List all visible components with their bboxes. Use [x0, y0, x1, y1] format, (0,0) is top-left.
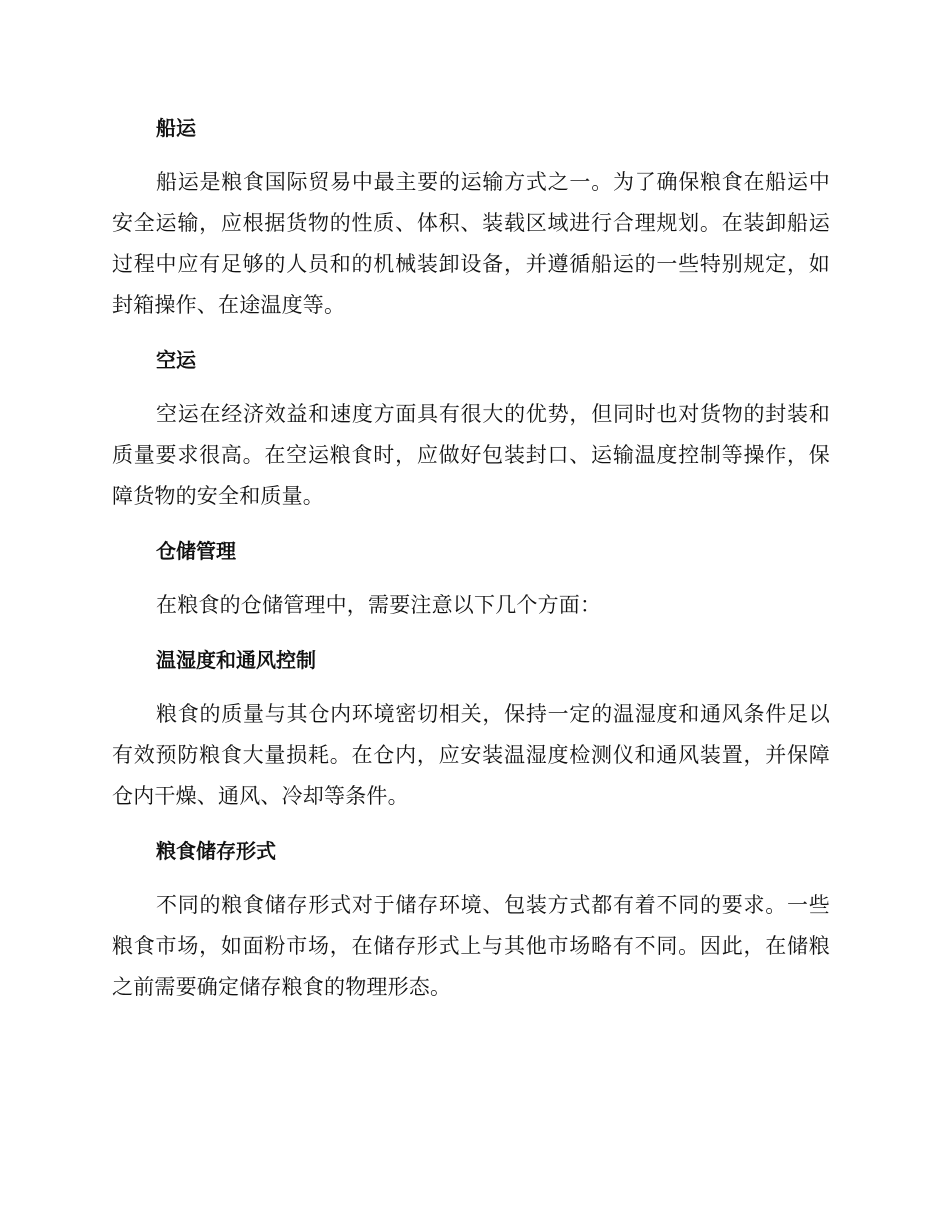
section-paragraph-humidity-ventilation: 粮食的质量与其仓内环境密切相关，保持一定的温湿度和通风条件足以有效预防粮食大量损耗。在仓内，应安装温湿度检测仪和通风装置，并保障仓内干燥、通风、冷却等条件。: [112, 702, 830, 808]
document-page: [112, 108, 830, 1022]
section-paragraph-warehouse-management: 在粮食的仓储管理中，需要注意以下几个方面：: [156, 593, 602, 617]
section-heading-storage-form: 粮食储存形式: [156, 839, 276, 863]
section-heading-air-transport: 空运: [156, 348, 196, 372]
section-heading-warehouse-management: 仓储管理: [156, 539, 236, 563]
section-paragraph-storage-form: 不同的粮食储存形式对于储存环境、包装方式都有着不同的要求。一些粮食市场，如面粉市场，在储存形式上与其他市场略有不同。因此，在储粮之前需要确定储存粮食的物理形态。: [112, 893, 830, 999]
section-heading-shipping: 船运: [156, 116, 196, 140]
section-heading-humidity-ventilation: 温湿度和通风控制: [156, 648, 316, 672]
section-paragraph-air-transport: 空运在经济效益和速度方面具有很大的优势，但同时也对货物的封装和质量要求很高。在空运粮食时，应做好包装封口、运输温度控制等操作，保障货物的安全和质量。: [112, 402, 830, 508]
section-paragraph-shipping: 船运是粮食国际贸易中最主要的运输方式之一。为了确保粮食在船运中安全运输，应根据货物的性质、体积、装载区域进行合理规划。在装卸船运过程中应有足够的人员和的机械装卸设备，并遵循船运的一些特别规定，如封箱操作、在途温度等。: [112, 170, 830, 317]
